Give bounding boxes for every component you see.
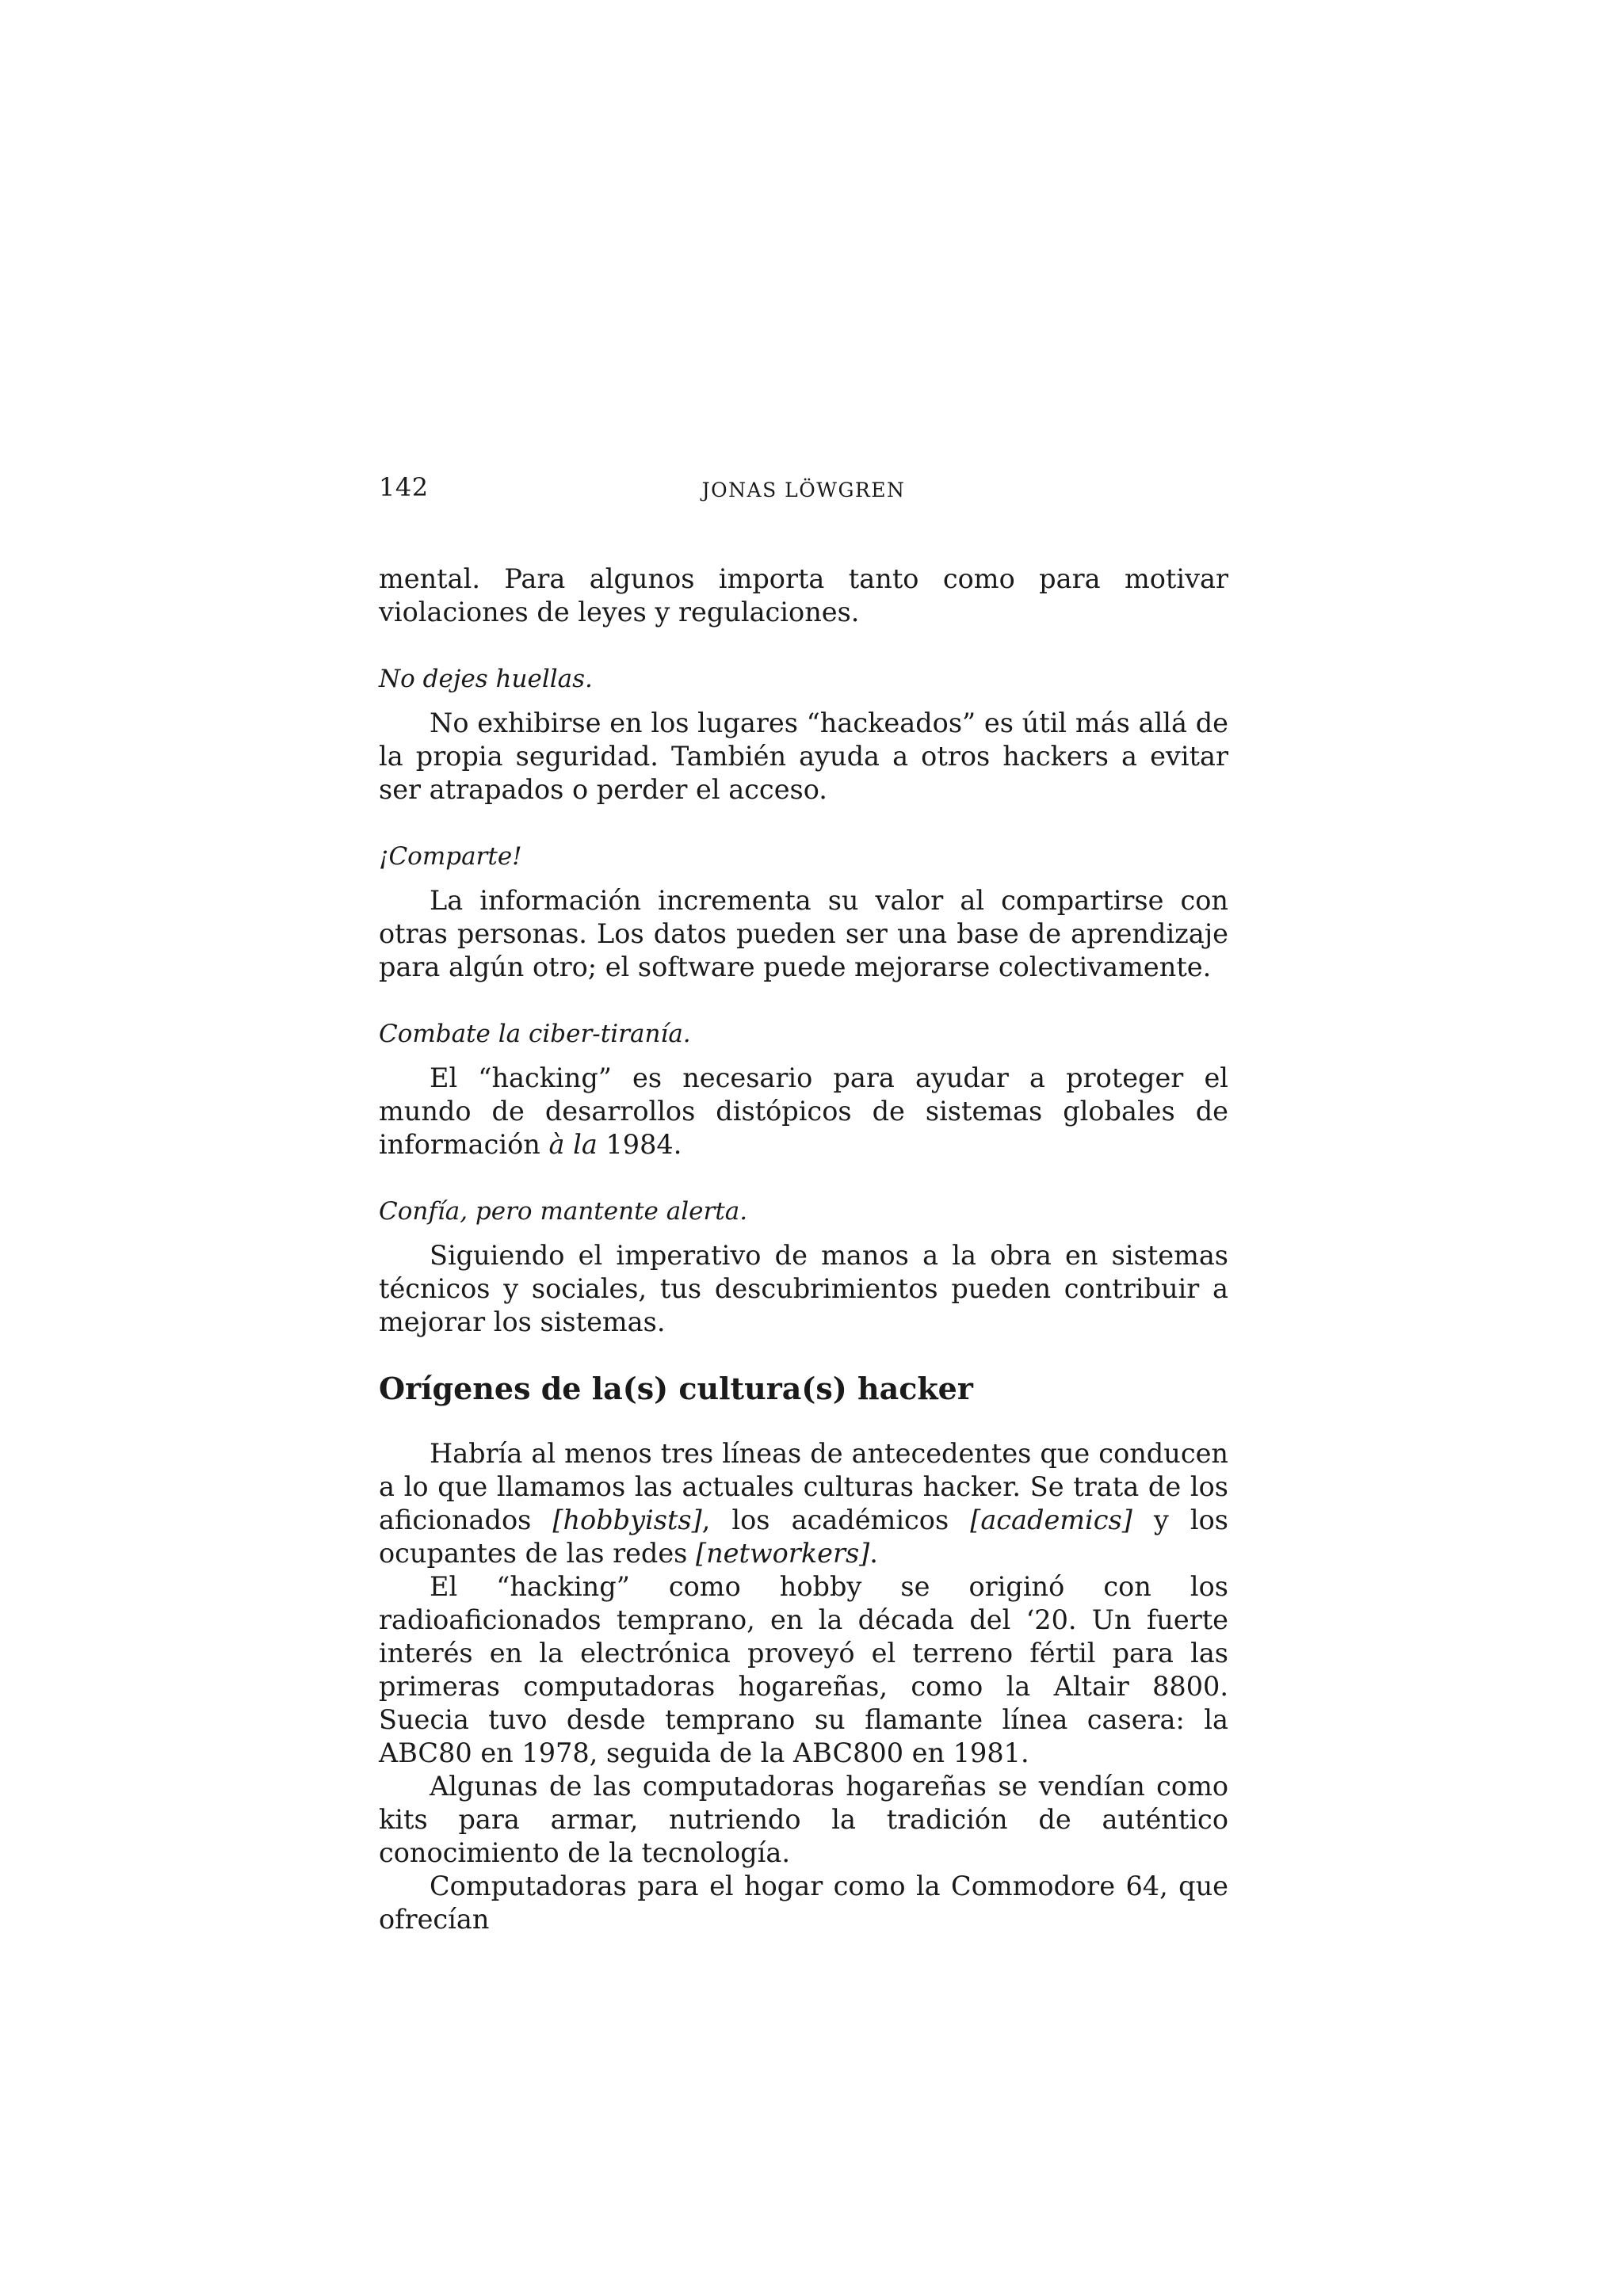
italic-run: [networkers]: [696, 1538, 870, 1569]
italic-run: [academics]: [970, 1505, 1132, 1535]
paragraph: El “hacking” como hobby se originó con los radioaficionados temprano, en la década del ‘20. Un fuerte interés en la electrónica proveyó el terreno fértil para las primeras computadoras hogareñas, como la Altair 8800. Suecia tuvo desde temprano su flamante línea casera: la ABC80 en 1978, seguida de la ABC800 en 1981.: [379, 1571, 1228, 1768]
text-run: El “hacking” es necesario para ayudar a proteger el mundo de desarrollos distópicos de sistemas globales de información: [379, 1062, 1228, 1160]
subhead-comparte: ¡Comparte!: [379, 842, 522, 871]
text-run: Habría al menos tres líneas de antecedentes que conducen a lo que llamamos las actuales culturas hacker. Se trata de los aficionados: [379, 1438, 1228, 1535]
text-run: 1984.: [597, 1129, 682, 1160]
paragraph: No exhibirse en los lugares “hackeados” es útil más allá de la propia seguridad. También ayuda a otros hackers a evitar ser atrapados o perder el acceso.: [379, 707, 1228, 805]
section-heading: Orígenes de la(s) cultura(s) hacker: [379, 1371, 973, 1406]
italic-run: à la: [548, 1129, 598, 1160]
subhead-combate: Combate la ciber-tiranía.: [379, 1020, 691, 1048]
text-run: , los académicos: [701, 1505, 971, 1535]
page-header: [379, 472, 1228, 512]
paragraph: [379, 1437, 1228, 1570]
subhead-no-dejes-huellas: No dejes huellas.: [379, 665, 593, 693]
paragraph-continuation: mental. Para algunos importa tanto como para motivar violaciones de leyes y regulaciones.: [379, 563, 1228, 627]
body-text: [379, 563, 1228, 1936]
paragraph: La información incrementa su valor al compartirse con otras personas. Los datos pueden ser una base de aprendizaje para algún otro; el software puede mejorarse colectivamente.: [379, 885, 1228, 982]
paragraph: Computadoras para el hogar como la Commodore 64, que ofrecían: [379, 1871, 1228, 1935]
paragraph: [379, 1062, 1228, 1161]
paragraph: Siguiendo el imperativo de manos a la obra en sistemas técnicos y sociales, tus descubrimientos pueden contribuir a mejorar los sistemas.: [379, 1240, 1228, 1337]
text-run: y los ocupantes de las redes: [379, 1505, 1228, 1569]
paragraph: Algunas de las computadoras hogareñas se vendían como kits para armar, nutriendo la tradición de auténtico conocimiento de la tecnología.: [379, 1771, 1228, 1868]
italic-run: [hobbyists]: [552, 1505, 702, 1535]
subhead-confia: Confía, pero mantente alerta.: [379, 1197, 748, 1226]
running-head: JONAS LÖWGREN: [701, 479, 906, 502]
text-run: .: [869, 1538, 878, 1569]
page-number: 142: [379, 472, 429, 502]
